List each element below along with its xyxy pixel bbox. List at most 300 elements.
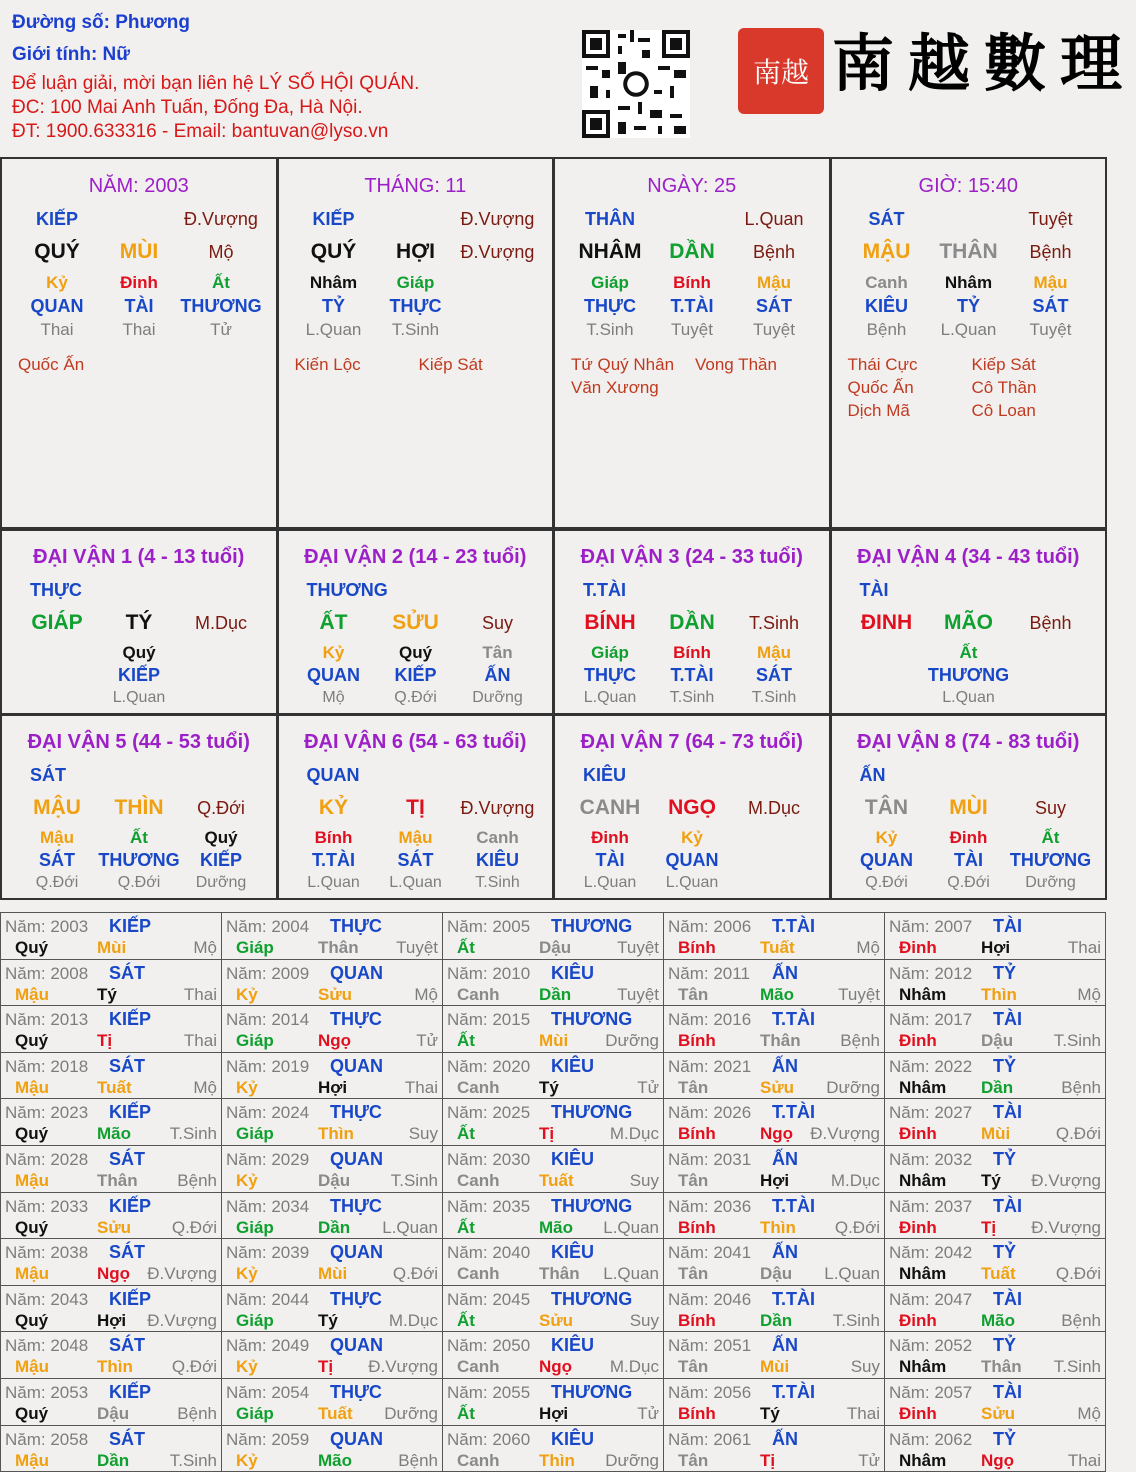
year-ten-god: QUAN xyxy=(330,1242,383,1263)
dai-van-cell xyxy=(0,714,278,900)
year-label: Năm: 2048 xyxy=(5,1336,89,1356)
year-ten-god: TÀI xyxy=(993,916,1022,936)
year-stem: Quý xyxy=(15,938,49,957)
year-life-stage: Thai xyxy=(1067,938,1101,957)
year-branch: Dần xyxy=(318,1217,351,1237)
dai-van-title: ĐẠI VẬN 6 (54 - 63 tuổi) xyxy=(304,731,527,753)
hidden-stem: Tân xyxy=(482,643,513,662)
dai-van-stage: Q.Đới xyxy=(197,798,245,818)
year-ten-god: THƯƠNG xyxy=(551,916,633,936)
year-label: Năm: 2055 xyxy=(447,1383,531,1402)
year-life-stage: Đ.Vượng xyxy=(147,1310,217,1330)
annual-cell xyxy=(0,1331,222,1379)
year-stem: Nhâm xyxy=(899,1357,947,1377)
dai-van-cell xyxy=(553,714,831,900)
year-life-stage: Q.Đới xyxy=(834,1217,880,1237)
year-ten-god: TÀI xyxy=(993,1382,1022,1402)
dai-van-cell xyxy=(0,529,278,715)
year-ten-god: KIẾP xyxy=(109,1102,152,1123)
year-label: Năm: 2042 xyxy=(889,1243,973,1263)
hidden-life-stage: Dưỡng xyxy=(195,874,247,891)
year-branch: Ngọ xyxy=(539,1357,573,1377)
annual-cell xyxy=(0,1145,222,1193)
hidden-ten-god: KIÊU xyxy=(475,850,520,870)
year-label: Năm: 2060 xyxy=(447,1429,531,1449)
year-branch: Hợi xyxy=(539,1404,569,1423)
hidden-life-stage: Bệnh xyxy=(866,320,907,339)
year-branch: Tị xyxy=(318,1357,334,1377)
heavenly-stem: NHÂM xyxy=(578,240,642,263)
hidden-ten-god: TÀI xyxy=(124,296,154,316)
year-ten-god: KIÊU xyxy=(551,1055,595,1076)
hidden-stem: Bính xyxy=(314,828,353,847)
year-stem: Đinh xyxy=(899,1031,937,1051)
annual-cell xyxy=(442,1285,664,1333)
annual-cell xyxy=(884,1145,1106,1193)
hidden-life-stage: Q.Đới xyxy=(865,874,908,891)
year-stem: Canh xyxy=(457,1264,500,1284)
special-star: Cô Thần xyxy=(971,378,1037,397)
hidden-ten-god: SÁT xyxy=(397,850,434,870)
year-ten-god: THƯƠNG xyxy=(551,1195,633,1216)
ten-god-label: SÁT xyxy=(868,209,905,229)
annual-cell xyxy=(884,1238,1106,1286)
hidden-ten-god: T.TÀI xyxy=(312,850,355,870)
dai-van-cell xyxy=(830,529,1108,715)
year-stem: Nhâm xyxy=(899,984,947,1004)
year-ten-god: KIÊU xyxy=(551,1242,595,1263)
year-label: Năm: 2022 xyxy=(889,1056,973,1076)
year-branch: Tuất xyxy=(539,1171,574,1190)
year-label: Năm: 2010 xyxy=(447,963,531,983)
annual-cell xyxy=(221,1425,443,1472)
year-branch: Ngọ xyxy=(981,1450,1015,1470)
year-stem: Đinh xyxy=(899,1404,937,1423)
year-branch: Tý xyxy=(318,1310,338,1330)
earthly-branch: MÙI xyxy=(119,240,159,263)
year-stem: Kỷ xyxy=(236,1171,258,1190)
year-stem: Bính xyxy=(678,1310,716,1330)
year-label: Năm: 2021 xyxy=(668,1056,752,1076)
year-branch: Mão xyxy=(97,1124,131,1144)
year-stem: Đinh xyxy=(899,1124,937,1144)
year-life-stage: Q.Đới xyxy=(171,1217,217,1237)
hidden-ten-god: THƯƠNG xyxy=(98,850,180,870)
year-life-stage: T.Sinh xyxy=(832,1310,880,1330)
year-label: Năm: 2005 xyxy=(447,917,531,936)
year-ten-god: T.TÀI xyxy=(772,1009,815,1030)
year-branch: Tý xyxy=(97,984,117,1004)
dai-van-branch: TÝ xyxy=(125,611,153,634)
year-branch: Dần xyxy=(539,984,572,1004)
special-star: Quốc Ấn xyxy=(847,378,914,397)
annual-cell xyxy=(663,1285,885,1333)
year-stem: Đinh xyxy=(899,1310,937,1330)
hidden-stem: Giáp xyxy=(591,273,629,292)
year-life-stage: T.Sinh xyxy=(169,1124,217,1144)
year-life-stage: Tuyệt xyxy=(617,984,659,1004)
year-stem: Kỷ xyxy=(236,1264,258,1284)
hidden-ten-god: SÁT xyxy=(756,296,792,316)
year-stem: Tân xyxy=(678,1077,709,1097)
pillar-title: NGÀY: 25 xyxy=(647,175,737,197)
year-branch: Tuất xyxy=(760,938,795,957)
year-branch: Mùi xyxy=(760,1357,790,1377)
year-label: Năm: 2017 xyxy=(889,1010,973,1030)
hidden-stem: Ất xyxy=(959,643,978,662)
year-stem: Quý xyxy=(15,1310,49,1330)
hidden-life-stage: L.Quan xyxy=(940,320,997,339)
annual-cell xyxy=(663,1005,885,1053)
year-life-stage: T.Sinh xyxy=(1053,1031,1101,1051)
hidden-stem: Giáp xyxy=(591,643,629,662)
year-label: Năm: 2030 xyxy=(447,1150,531,1169)
dai-van-ten-god: ẤN xyxy=(859,765,886,785)
hidden-ten-god: THƯƠNG xyxy=(1009,850,1092,870)
year-stem: Ất xyxy=(457,1217,475,1237)
year-label: Năm: 2056 xyxy=(668,1383,752,1402)
hidden-stem: Canh xyxy=(476,828,519,847)
hidden-life-stage: Tuyệt xyxy=(753,320,795,339)
dai-van-stage: T.Sinh xyxy=(748,613,800,633)
year-label: Năm: 2034 xyxy=(226,1196,310,1216)
year-ten-god: TỶ xyxy=(993,1149,1017,1169)
year-branch: Thân xyxy=(318,938,359,957)
year-stem: Mậu xyxy=(15,984,49,1004)
year-label: Năm: 2024 xyxy=(226,1103,310,1123)
year-life-stage: L.Quan xyxy=(603,1264,659,1284)
year-stem: Canh xyxy=(457,1171,500,1190)
year-branch: Thìn xyxy=(539,1450,575,1470)
year-label: Năm: 2043 xyxy=(5,1289,89,1309)
annual-cell xyxy=(663,1331,885,1379)
dai-van-stem: ĐINH xyxy=(860,611,913,634)
year-stem: Kỷ xyxy=(236,984,258,1004)
year-life-stage: L.Quan xyxy=(382,1217,438,1237)
year-branch: Mão xyxy=(760,984,794,1004)
year-branch: Mùi xyxy=(539,1031,569,1051)
annual-cell xyxy=(442,1192,664,1240)
annual-cell xyxy=(663,1378,885,1426)
year-stem: Ất xyxy=(457,938,475,957)
dai-van-title: ĐẠI VẬN 8 (74 - 83 tuổi) xyxy=(857,731,1080,753)
hidden-ten-god: QUAN xyxy=(860,850,913,870)
hidden-life-stage: T.Sinh xyxy=(475,874,520,891)
year-ten-god: QUAN xyxy=(330,1149,383,1169)
year-ten-god: THƯƠNG xyxy=(551,1288,633,1309)
annual-cell xyxy=(0,912,222,960)
year-stem: Mậu xyxy=(15,1077,49,1097)
year-life-stage: Suy xyxy=(850,1357,880,1377)
year-stem: Đinh xyxy=(899,938,937,957)
year-ten-god: KIẾP xyxy=(109,916,152,936)
year-life-stage: Suy xyxy=(408,1124,438,1144)
hidden-stem: Nhâm xyxy=(944,273,993,292)
hidden-life-stage: Dưỡng xyxy=(472,689,523,706)
year-stem: Tân xyxy=(678,984,709,1004)
year-ten-god: THỰC xyxy=(330,916,382,936)
year-life-stage: Dưỡng xyxy=(605,1031,659,1051)
year-ten-god: KIÊU xyxy=(551,1149,595,1169)
dai-van-ten-god: THƯƠNG xyxy=(306,580,388,600)
year-branch: Tý xyxy=(981,1171,1001,1190)
year-branch: Sửu xyxy=(981,1404,1016,1423)
year-branch: Sửu xyxy=(539,1310,574,1330)
hidden-ten-god: QUAN xyxy=(665,850,719,870)
year-ten-god: T.TÀI xyxy=(772,1195,815,1216)
strength-state: Tuyệt xyxy=(1028,209,1073,229)
special-star: Kiến Lộc xyxy=(294,355,361,374)
year-stem: Nhâm xyxy=(899,1077,947,1097)
hidden-stem: Ất xyxy=(1041,828,1060,847)
year-label: Năm: 2049 xyxy=(226,1336,310,1356)
annual-cell xyxy=(442,1052,664,1100)
annual-cell xyxy=(221,959,443,1007)
dai-van-branch: SỬU xyxy=(392,611,439,634)
annual-cell xyxy=(0,1378,222,1426)
hidden-stem: Kỷ xyxy=(46,273,68,292)
year-life-stage: Thai xyxy=(1067,1450,1101,1470)
hidden-ten-god: KIÊU xyxy=(864,296,909,316)
ten-god-label: KIẾP xyxy=(35,209,79,229)
year-branch: Thân xyxy=(981,1357,1022,1377)
dai-van-branch: TỊ xyxy=(406,796,425,819)
hidden-ten-god: THỰC xyxy=(389,296,442,316)
year-life-stage: Q.Đới xyxy=(392,1264,438,1284)
year-label: Năm: 2054 xyxy=(226,1383,310,1402)
year-stem: Bính xyxy=(678,1217,716,1237)
year-branch: Dậu xyxy=(760,1264,793,1284)
year-life-stage: Mộ xyxy=(193,1077,217,1097)
dai-van-ten-god: QUAN xyxy=(306,765,360,785)
hidden-stem: Mậu xyxy=(1033,273,1068,292)
year-ten-god: T.TÀI xyxy=(772,1102,815,1123)
year-label: Năm: 2006 xyxy=(668,917,752,936)
year-stem: Bính xyxy=(678,1404,716,1423)
year-life-stage: Dưỡng xyxy=(826,1077,880,1097)
year-stem: Canh xyxy=(457,1357,500,1377)
year-branch: Mùi xyxy=(981,1124,1011,1144)
dai-van-stage: Suy xyxy=(481,613,514,633)
year-life-stage: Mộ xyxy=(1077,1404,1101,1423)
hidden-ten-god: THỰC xyxy=(584,296,636,316)
year-life-stage: Mộ xyxy=(414,984,438,1004)
life-stage: Bệnh xyxy=(752,242,796,262)
year-stem: Mậu xyxy=(15,1357,49,1377)
year-ten-god: QUAN xyxy=(330,962,383,983)
year-life-stage: Tuyệt xyxy=(396,938,438,957)
year-stem: Giáp xyxy=(236,1310,274,1330)
heavenly-stem: QUÝ xyxy=(34,240,80,263)
hidden-life-stage: Dưỡng xyxy=(1025,874,1076,891)
annual-cell xyxy=(221,1192,443,1240)
dai-van-ten-god: KIÊU xyxy=(583,765,627,785)
year-stem: Mậu xyxy=(15,1450,49,1470)
year-label: Năm: 2018 xyxy=(5,1056,89,1076)
year-ten-god: T.TÀI xyxy=(772,1382,815,1402)
year-label: Năm: 2050 xyxy=(447,1336,531,1356)
pillar-title: THÁNG: 11 xyxy=(364,175,467,197)
year-label: Năm: 2015 xyxy=(447,1010,531,1030)
year-life-stage: M.Dục xyxy=(830,1171,880,1190)
dai-van-stem: KỶ xyxy=(318,796,349,819)
year-branch: Dậu xyxy=(97,1404,130,1423)
life-stage: Bệnh xyxy=(1029,242,1072,262)
year-branch: Thìn xyxy=(981,984,1017,1004)
hidden-stem: Đinh xyxy=(120,273,158,292)
year-stem: Giáp xyxy=(236,1404,274,1423)
annual-cell xyxy=(663,1098,885,1146)
hidden-stem: Giáp xyxy=(396,273,435,292)
year-life-stage: Suy xyxy=(629,1171,659,1190)
year-label: Năm: 2004 xyxy=(226,917,310,936)
year-label: Năm: 2044 xyxy=(226,1289,310,1309)
pillar-cell xyxy=(830,157,1108,529)
hidden-life-stage: L.Quan xyxy=(665,874,719,891)
year-branch: Ngọ xyxy=(318,1031,352,1051)
dai-van-cell xyxy=(277,529,555,715)
qr-code-icon xyxy=(582,30,690,138)
earthly-branch: THÂN xyxy=(939,240,998,263)
year-ten-god: SÁT xyxy=(109,1242,145,1263)
year-branch: Thìn xyxy=(760,1217,796,1237)
dai-van-branch: MÃO xyxy=(944,611,993,634)
year-branch: Hợi xyxy=(981,938,1011,957)
year-ten-god: KIÊU xyxy=(551,1428,595,1449)
hidden-life-stage: Tử xyxy=(210,320,232,339)
hidden-life-stage: L.Quan xyxy=(583,689,637,706)
year-branch: Mão xyxy=(539,1217,573,1237)
hidden-stem: Đinh xyxy=(591,828,629,847)
year-branch: Dậu xyxy=(318,1171,351,1190)
special-star: Cô Loan xyxy=(971,401,1036,420)
year-stem: Tân xyxy=(678,1357,709,1377)
annual-cell xyxy=(0,1005,222,1053)
year-life-stage: Q.Đới xyxy=(1055,1264,1101,1284)
year-stem: Quý xyxy=(15,1124,49,1144)
year-life-stage: Tử xyxy=(637,1077,659,1097)
year-life-stage: Đ.Vượng xyxy=(368,1357,438,1377)
hidden-life-stage: T.Sinh xyxy=(669,689,715,706)
year-branch: Thân xyxy=(97,1171,138,1190)
year-ten-god: TỶ xyxy=(993,1242,1017,1263)
annual-cell xyxy=(442,1005,664,1053)
hidden-stem: Mậu xyxy=(757,273,791,292)
year-branch: Mùi xyxy=(97,938,127,957)
year-label: Năm: 2025 xyxy=(447,1103,531,1123)
year-life-stage: Tử xyxy=(858,1450,880,1470)
year-life-stage: Tử xyxy=(416,1031,438,1051)
year-label: Năm: 2062 xyxy=(889,1429,973,1449)
annual-cell xyxy=(0,1285,222,1333)
year-life-stage: L.Quan xyxy=(824,1264,880,1284)
annual-cell xyxy=(884,1285,1106,1333)
year-stem: Ất xyxy=(457,1404,475,1423)
year-life-stage: T.Sinh xyxy=(1053,1357,1101,1377)
dai-van-branch: NGỌ xyxy=(668,796,716,819)
year-life-stage: Q.Đới xyxy=(171,1357,217,1377)
special-star: Quốc Ấn xyxy=(18,355,85,374)
year-stem: Quý xyxy=(15,1404,49,1423)
year-ten-god: KIẾP xyxy=(109,1195,152,1216)
year-label: Năm: 2058 xyxy=(5,1429,89,1449)
hidden-life-stage: Tuyệt xyxy=(671,320,713,339)
hidden-stem: Ất xyxy=(212,273,230,292)
hidden-stem: Đinh xyxy=(949,828,988,847)
red-seal-stamp: 南越 xyxy=(738,28,824,114)
hidden-ten-god: THƯƠNG xyxy=(180,296,262,316)
year-branch: Thân xyxy=(760,1031,801,1051)
year-stem: Nhâm xyxy=(899,1450,947,1470)
year-life-stage: Thai xyxy=(846,1404,880,1423)
year-ten-god: TỶ xyxy=(993,1055,1017,1076)
year-branch: Dần xyxy=(760,1310,793,1330)
hidden-ten-god: THỰC xyxy=(584,665,636,685)
year-life-stage: Tuyệt xyxy=(617,938,659,957)
year-branch: Mão xyxy=(981,1310,1015,1330)
dai-van-stem: MẬU xyxy=(33,796,81,819)
dai-van-branch: DẦN xyxy=(669,611,715,634)
year-label: Năm: 2031 xyxy=(668,1150,752,1169)
year-stem: Ất xyxy=(457,1310,475,1330)
year-ten-god: THỰC xyxy=(330,1382,382,1402)
year-label: Năm: 2008 xyxy=(5,963,89,983)
year-stem: Mậu xyxy=(15,1264,49,1284)
hidden-ten-god: TỶ xyxy=(956,296,981,316)
header-gender: Giới tính: Nữ xyxy=(12,44,131,65)
year-life-stage: Suy xyxy=(629,1310,659,1330)
hidden-stem: Quý xyxy=(398,643,433,662)
special-star: Thái Cực xyxy=(847,355,918,374)
annual-cell xyxy=(442,959,664,1007)
year-branch: Tuất xyxy=(318,1404,353,1423)
year-life-stage: Thai xyxy=(183,1031,217,1051)
year-label: Năm: 2016 xyxy=(668,1010,752,1030)
annual-cell xyxy=(221,1285,443,1333)
year-label: Năm: 2057 xyxy=(889,1383,973,1402)
year-ten-god: ẤN xyxy=(772,1149,798,1169)
special-star: Kiếp Sát xyxy=(418,355,483,374)
year-life-stage: Dưỡng xyxy=(605,1450,659,1470)
year-branch: Mão xyxy=(318,1450,352,1470)
hidden-ten-god: ẤN xyxy=(484,665,511,685)
header-name: Đường số: Phương xyxy=(12,12,191,33)
year-branch: Tị xyxy=(981,1217,997,1237)
year-label: Năm: 2035 xyxy=(447,1196,531,1216)
year-ten-god: KIẾP xyxy=(109,1382,152,1402)
hidden-stem: Mậu xyxy=(398,828,433,847)
hidden-life-stage: Q.Đới xyxy=(117,874,161,891)
year-ten-god: THƯƠNG xyxy=(551,1009,633,1030)
year-label: Năm: 2037 xyxy=(889,1196,973,1216)
hidden-ten-god: THƯƠNG xyxy=(927,665,1010,685)
year-life-stage: Tuyệt xyxy=(838,984,880,1004)
hidden-life-stage: L.Quan xyxy=(305,320,362,339)
annual-cell xyxy=(221,912,443,960)
dai-van-title: ĐẠI VẬN 3 (24 - 33 tuổi) xyxy=(580,546,803,568)
pillar-cell xyxy=(277,157,555,529)
hidden-life-stage: Q.Đới xyxy=(394,689,437,706)
ten-god-label: KIẾP xyxy=(312,209,355,229)
year-stem: Đinh xyxy=(899,1217,937,1237)
special-star: Văn Xương xyxy=(571,378,659,397)
hidden-stem: Kỷ xyxy=(875,828,898,847)
year-branch: Sửu xyxy=(318,984,353,1004)
year-stem: Ất xyxy=(457,1124,475,1144)
special-star: Tứ Quý Nhân xyxy=(571,355,675,374)
year-life-stage: Q.Đới xyxy=(1055,1124,1101,1144)
year-label: Năm: 2007 xyxy=(889,917,973,936)
